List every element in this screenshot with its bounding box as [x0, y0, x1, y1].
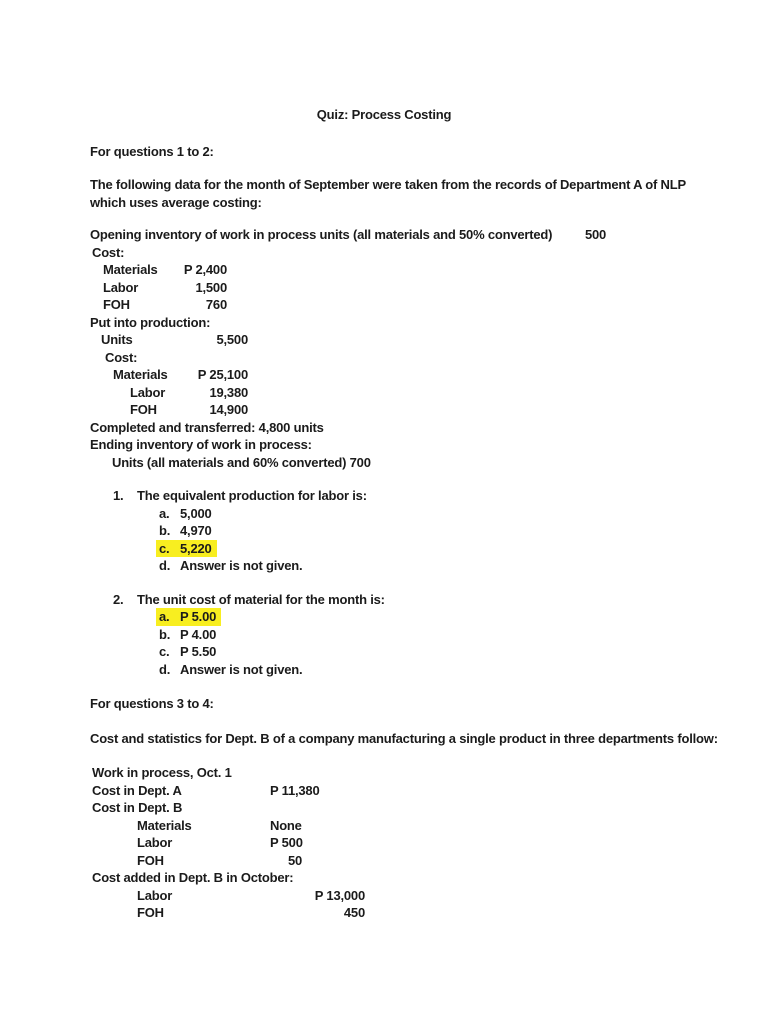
- row-value: 5,500: [216, 332, 248, 347]
- option-text: P 4.00: [180, 626, 217, 642]
- option-letter: b.: [159, 523, 171, 538]
- question-text: The equivalent production for labor is:: [137, 488, 367, 503]
- cost-row-labor: [90, 279, 678, 297]
- option-row: [90, 522, 678, 540]
- option-letter: d.: [159, 558, 171, 573]
- option-row: [90, 557, 678, 575]
- paragraph-line: which uses average costing:: [90, 194, 262, 210]
- cost-added-row-labor: [90, 887, 678, 905]
- row-label: Materials: [103, 262, 158, 277]
- answer-highlight: [156, 540, 217, 558]
- completed-transferred-line: Completed and transferred: 4,800 units: [90, 419, 324, 435]
- cost-row-materials: [90, 261, 678, 279]
- ending-units-line: Units (all materials and 60% converted) 700: [112, 454, 371, 470]
- section1-intro: [90, 176, 686, 211]
- question-line: [90, 591, 678, 609]
- answer-highlight: [156, 608, 221, 626]
- page-title: Quiz: Process Costing: [316, 107, 452, 122]
- option-text: P 5.50: [180, 644, 217, 659]
- option-letter: d.: [159, 661, 171, 677]
- paragraph-line: The following data for the month of September were taken from the records of Department A of NLP: [90, 177, 686, 192]
- row-label: FOH: [130, 402, 157, 417]
- option-text: 5,000: [180, 505, 212, 521]
- option-row: [90, 643, 678, 661]
- option-row-highlighted: [90, 540, 678, 558]
- option-text: Answer is not given.: [180, 558, 303, 573]
- section1-heading: For questions 1 to 2:: [90, 143, 214, 159]
- option-letter: c.: [159, 644, 170, 659]
- row-value: 19,380: [209, 384, 248, 400]
- cost-added-row-foh: [90, 904, 678, 922]
- row-label: Labor: [103, 279, 139, 295]
- document-content: [0, 106, 768, 922]
- september-data-block: [90, 226, 678, 471]
- row-label: FOH: [103, 297, 130, 312]
- option-text: 5,220: [180, 540, 212, 556]
- opening-inventory-label: Opening inventory of work in process units (all materials and 50% converted): [90, 227, 553, 242]
- row-label: Units: [101, 332, 133, 347]
- row-value: P 500: [270, 835, 303, 850]
- cost-row-materials: [90, 366, 678, 384]
- row-value: P 13,000: [314, 887, 365, 903]
- option-letter: b.: [159, 626, 171, 642]
- cost-dept-b-heading: Cost in Dept. B: [92, 800, 183, 815]
- section2-heading: For questions 3 to 4:: [90, 696, 214, 711]
- question-text: The unit cost of material for the month is:: [137, 591, 385, 607]
- cost-row-foh: [90, 296, 678, 314]
- option-text: Answer is not given.: [180, 661, 303, 677]
- row-value: 450: [343, 905, 365, 920]
- option-letter: c.: [159, 540, 170, 556]
- dept-b-row-materials: [90, 817, 678, 835]
- option-row: [90, 661, 678, 679]
- option-text: 4,970: [180, 523, 212, 538]
- option-row: [90, 626, 678, 644]
- row-label: Labor: [130, 384, 166, 400]
- put-into-production-heading: Put into production:: [90, 314, 211, 330]
- option-letter: a.: [159, 505, 170, 521]
- row-value: 1,500: [195, 279, 227, 295]
- option-text: P 5.00: [180, 609, 217, 624]
- cost-dept-a-row: [90, 782, 678, 800]
- question-number: 2.: [113, 591, 124, 607]
- question-1: [90, 487, 678, 575]
- row-value: P 11,380: [270, 782, 320, 798]
- question-2: [90, 591, 678, 679]
- row-value: None: [270, 817, 302, 833]
- cost-heading: Cost:: [105, 349, 138, 365]
- units-row: [90, 331, 678, 349]
- row-label: Cost in Dept. A: [92, 782, 182, 798]
- row-value: P 25,100: [197, 367, 248, 382]
- row-label: Materials: [113, 367, 168, 382]
- cost-added-heading: Cost added in Dept. B in October:: [92, 870, 294, 885]
- question-line: [90, 487, 678, 505]
- row-label: FOH: [137, 905, 164, 920]
- row-value: 14,900: [209, 402, 248, 417]
- row-label: Labor: [137, 835, 173, 850]
- row-value: P 2,400: [183, 262, 227, 277]
- row-value: 50: [287, 852, 302, 868]
- row-label: FOH: [137, 852, 164, 868]
- option-row: [90, 505, 678, 523]
- opening-inventory-units-value: 500: [585, 227, 607, 242]
- row-label: Materials: [137, 817, 192, 833]
- cost-heading: Cost:: [92, 244, 125, 260]
- option-row-highlighted: [90, 608, 678, 626]
- october-data-block: [90, 764, 678, 922]
- dept-b-row-foh: [90, 852, 678, 870]
- cost-row-labor: [90, 384, 678, 402]
- wip-heading: Work in process, Oct. 1: [92, 765, 232, 780]
- row-value: 760: [205, 297, 227, 312]
- section2-intro: Cost and statistics for Dept. B of a company manufacturing a single product in three departments follow:: [90, 730, 718, 746]
- opening-inventory-line: [90, 226, 678, 244]
- row-label: Labor: [137, 887, 173, 903]
- question-number: 1.: [113, 488, 124, 503]
- dept-b-row-labor: [90, 834, 678, 852]
- option-letter: a.: [159, 609, 170, 624]
- cost-row-foh: [90, 401, 678, 419]
- ending-inventory-heading: Ending inventory of work in process:: [90, 437, 312, 452]
